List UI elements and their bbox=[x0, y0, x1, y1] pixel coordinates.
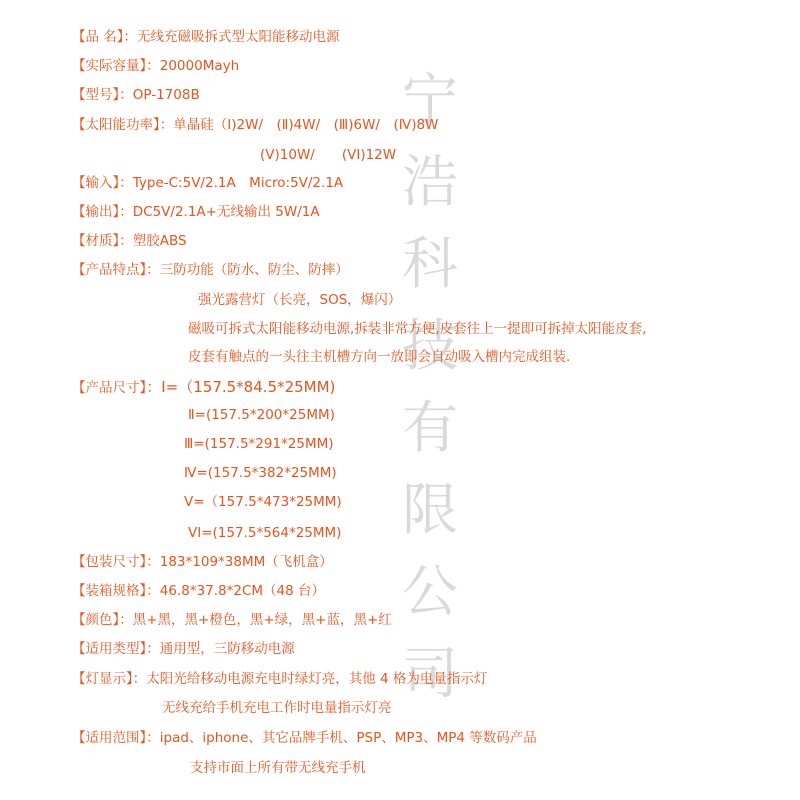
spec-row-name bbox=[72, 28, 340, 46]
spec-row-size-4 bbox=[184, 464, 337, 482]
spec-label: 【产品特点】 bbox=[72, 262, 147, 278]
watermark-char: 科 bbox=[402, 232, 458, 297]
spec-label: 【品 名】 bbox=[72, 29, 124, 45]
spec-value: ：塑胶ABS bbox=[119, 233, 187, 249]
spec-value: ：三防功能（防水、防尘、防摔） bbox=[146, 262, 349, 278]
spec-row-type bbox=[72, 640, 295, 658]
spec-value: 无线充给手机充电工作时电量指示灯亮 bbox=[162, 700, 392, 716]
spec-value: ：单晶硅（Ⅰ)2W/ (Ⅱ)4W/ (Ⅲ)6W/ (Ⅳ)8W bbox=[159, 117, 439, 133]
spec-value: ：183*109*38MM（飞机盒） bbox=[146, 554, 333, 570]
spec-value: 皮套有触点的一头往主机槽方向一放即会自动吸入槽内完成组装. bbox=[188, 349, 571, 365]
spec-value: Ⅴ=（157.5*473*25MM) bbox=[184, 494, 342, 510]
spec-value: ：黑+黑，黑+橙色，黑+绿，黑+蓝，黑+红 bbox=[119, 612, 392, 628]
watermark-char: 浩 bbox=[402, 150, 458, 215]
spec-value: 强光露营灯（长亮，SOS，爆闪） bbox=[198, 292, 402, 308]
spec-row-size-3 bbox=[184, 435, 334, 453]
spec-row-size bbox=[72, 378, 335, 397]
spec-row-solar-power bbox=[72, 116, 438, 134]
spec-row-features bbox=[72, 261, 349, 279]
spec-value: ：Type-C:5V/2.1A Micro:5V/2.1A bbox=[119, 175, 344, 191]
watermark-char: 司 bbox=[402, 642, 458, 707]
spec-label: 【输入】 bbox=[72, 175, 120, 191]
spec-row-material bbox=[72, 232, 187, 250]
watermark-char: 技 bbox=[402, 314, 458, 379]
spec-value: ⅤⅠ=(157.5*564*25MM) bbox=[188, 525, 342, 541]
spec-label: 【产品尺寸】 bbox=[72, 380, 147, 396]
watermark-char: 宁 bbox=[402, 68, 458, 133]
spec-label: 【型号】 bbox=[72, 87, 120, 103]
spec-row-size-5 bbox=[184, 493, 342, 511]
watermark-char: 有 bbox=[402, 396, 458, 461]
spec-row-package bbox=[72, 553, 333, 571]
spec-label: 【适用类型】 bbox=[72, 641, 147, 657]
spec-label: 【灯显示】 bbox=[72, 671, 133, 687]
spec-value: ：ipad、iphone、其它品牌手机、PSP、MP3、MP4 等数码产品 bbox=[146, 730, 537, 746]
spec-row-colors bbox=[72, 611, 392, 629]
company-watermark bbox=[400, 60, 460, 716]
spec-value: ：Ⅰ=（157.5*84.5*25MM) bbox=[146, 378, 336, 396]
spec-label: 【太阳能功率】 bbox=[72, 117, 160, 133]
spec-label: 【颜色】 bbox=[72, 612, 120, 628]
spec-value: ：OP-1708B bbox=[119, 87, 200, 103]
spec-value: Ⅳ=(157.5*382*25MM) bbox=[184, 465, 337, 481]
spec-row-lights bbox=[72, 670, 487, 688]
spec-value: 支持市面上所有带无线充手机 bbox=[190, 760, 366, 776]
spec-value: ：通用型，三防移动电源 bbox=[146, 641, 295, 657]
spec-row-features-desc2 bbox=[188, 348, 570, 366]
spec-label: 【材质】 bbox=[72, 233, 120, 249]
spec-label: 【包装尺寸】 bbox=[72, 554, 147, 570]
spec-value: 磁吸可拆式太阳能移动电源,拆装非常方便,皮套往上一提即可拆掉太阳能皮套, bbox=[188, 321, 647, 337]
spec-value: Ⅱ=(157.5*200*25MM) bbox=[188, 407, 335, 423]
spec-row-capacity bbox=[72, 57, 239, 75]
spec-row-lights-cont bbox=[162, 699, 392, 717]
spec-label: 【输出】 bbox=[72, 204, 120, 220]
spec-label: 【实际容量】 bbox=[72, 58, 147, 74]
spec-value: Ⅲ=(157.5*291*25MM) bbox=[184, 436, 334, 452]
spec-row-output bbox=[72, 203, 320, 221]
spec-value: ：46.8*37.8*2CM（48 台） bbox=[146, 583, 325, 599]
spec-label: 【装箱规格】 bbox=[72, 583, 147, 599]
spec-value: ：无线充磁吸拆式型太阳能移动电源 bbox=[123, 29, 340, 45]
spec-row-carton bbox=[72, 582, 325, 600]
spec-row-features-cont bbox=[198, 291, 401, 309]
watermark-char: 限 bbox=[402, 478, 458, 543]
spec-row-input bbox=[72, 174, 343, 192]
spec-value: ：太阳光给移动电源充电时绿灯亮，其他 4 格为电量指示灯 bbox=[132, 671, 488, 687]
spec-row-features-desc bbox=[188, 320, 646, 338]
spec-label: 【适用范围】 bbox=[72, 730, 147, 746]
spec-row-size-2 bbox=[188, 406, 335, 424]
spec-row-scope bbox=[72, 729, 537, 747]
watermark-char: 公 bbox=[402, 560, 458, 625]
spec-value: ：DC5V/2.1A+无线输出 5W/1A bbox=[119, 204, 320, 220]
spec-value: ：20000Mayh bbox=[146, 58, 240, 74]
spec-row-size-6 bbox=[188, 524, 341, 542]
spec-value: (Ⅴ)10W/ (ⅤⅠ)12W bbox=[260, 147, 397, 163]
spec-row-model bbox=[72, 86, 200, 104]
spec-row-solar-power-cont bbox=[260, 146, 396, 164]
spec-row-scope-cont bbox=[190, 759, 366, 777]
